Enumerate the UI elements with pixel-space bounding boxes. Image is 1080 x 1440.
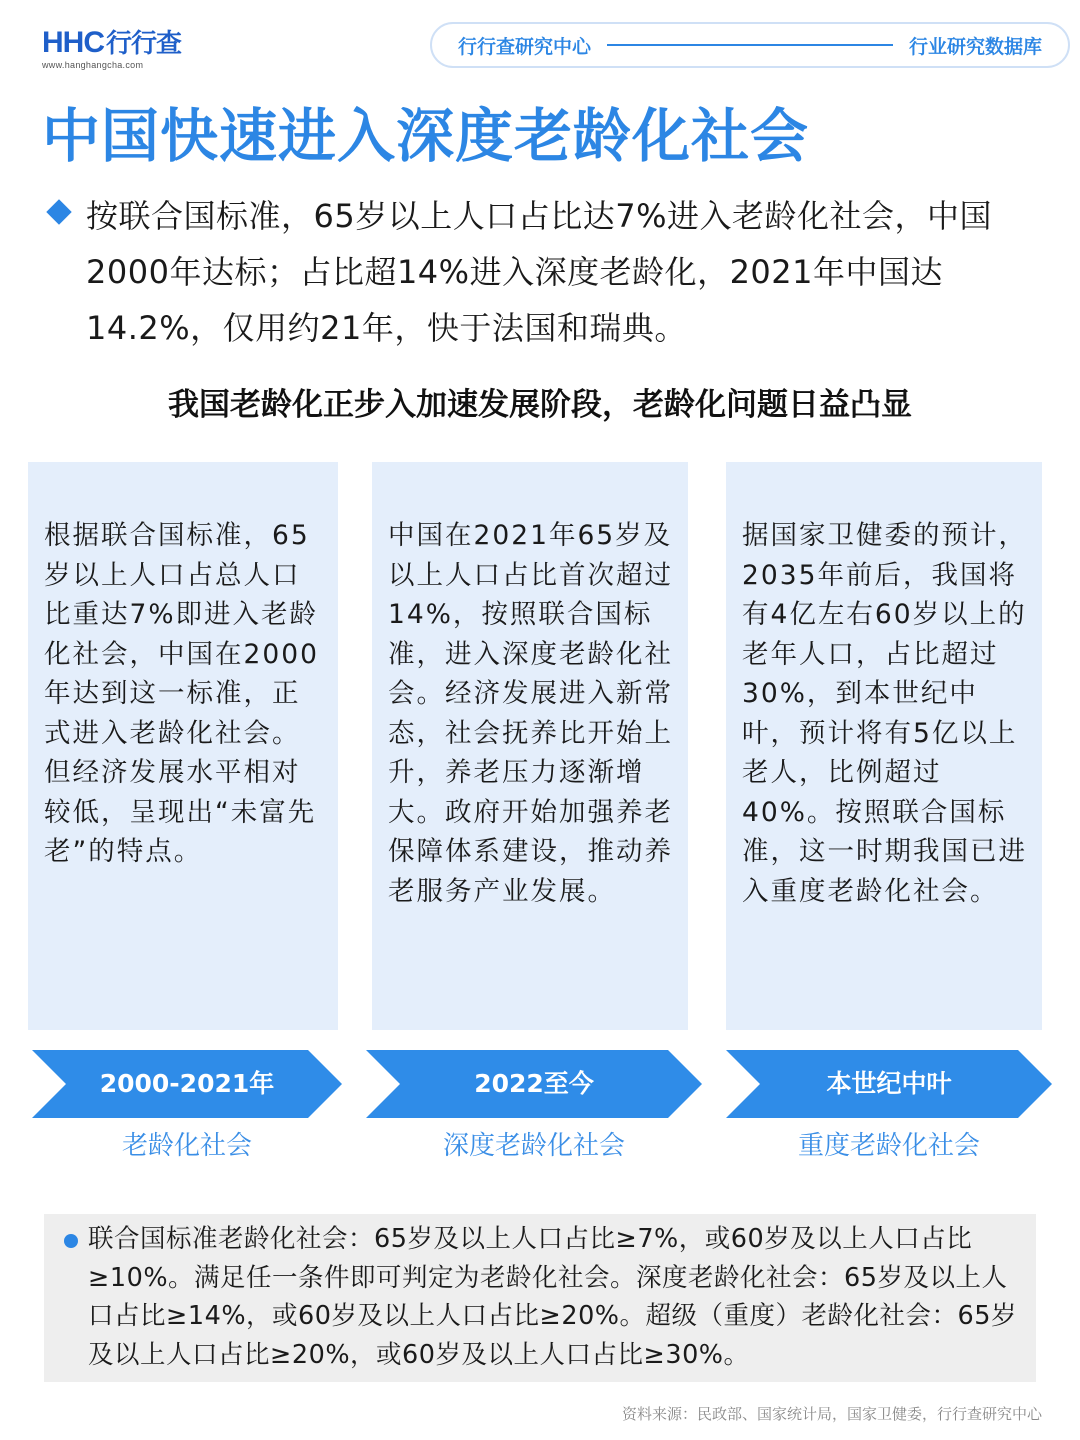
- intro-section: [42, 188, 1042, 356]
- brand-logo: [42, 26, 181, 70]
- timeline-period: 本世纪中叶: [826, 1069, 952, 1098]
- header-divider-line: [607, 44, 893, 46]
- logo-chinese-name: 行行查: [106, 28, 182, 58]
- stage-card-3: [726, 462, 1042, 1030]
- header-banner: [430, 22, 1070, 68]
- stage-card-text: 中国在2021年65岁及以上人口占比首次超过14%，按照联合国标准，进入深度老龄化社会。经济发展进入新常态，社会抚养比开始上升，养老压力逐渐增大。政府开始加强养老保障体系建设，推动养老服务产业发展。: [388, 520, 673, 907]
- stage-card-text: 据国家卫健委的预计，2035年前后，我国将有4亿左右60岁以上的老年人口，占比超过30%，到本世纪中叶，预计将有5亿以上老人，比例超过40%。按照联合国标准，这一时期我国已进入重度老龄化社会。: [742, 520, 1027, 907]
- timeline-stage-3: 重度老龄化社会: [797, 1131, 980, 1161]
- logo-url: www.hanghangcha.com: [42, 60, 144, 70]
- header-database: 行业研究数据库: [908, 35, 1042, 58]
- logo-mark-h2: H: [62, 26, 84, 59]
- timeline-stage-2: 深度老龄化社会: [442, 1131, 625, 1161]
- timeline-period: 2000-2021年: [99, 1069, 275, 1098]
- timeline-period: 2022至今: [474, 1069, 594, 1098]
- section-subtitle: 我国老龄化正步入加速发展阶段，老龄化问题日益凸显: [168, 387, 912, 423]
- page-title: 中国快速进入深度老龄化社会: [42, 102, 810, 170]
- definition-note: [44, 1214, 1036, 1382]
- timeline-arrow-2: [366, 1050, 702, 1118]
- diamond-bullet-icon: [46, 199, 71, 224]
- timeline-stage-1: 老龄化社会: [121, 1131, 252, 1161]
- intro-text: 按联合国标准，65岁以上人口占比达7%进入老龄化社会，中国2000年达标；占比超14%进入深度老龄化，2021年中国达14.2%，仅用约21年，快于法国和瑞典。: [86, 197, 992, 347]
- timeline-arrow-1: [32, 1050, 342, 1118]
- dot-bullet-icon: [64, 1234, 78, 1248]
- stage-card-text: 根据联合国标准，65岁以上人口占总人口比重达7%即进入老龄化社会，中国在2000年达到这一标准，正式进入老龄化社会。但经济发展水平相对较低，呈现出“未富先老”的特点。: [44, 520, 319, 867]
- stage-card-2: [372, 462, 688, 1030]
- stage-card-1: [28, 462, 338, 1030]
- source-citation: 资料来源：民政部、国家统计局，国家卫健委，行行查研究中心: [621, 1405, 1042, 1423]
- logo-mark-c: C: [83, 26, 105, 59]
- timeline-arrow-3: [726, 1050, 1052, 1118]
- logo-mark-h1: H: [42, 26, 63, 59]
- header-research-center: 行行查研究中心: [458, 35, 592, 58]
- definition-note-text: 联合国标准老龄化社会：65岁及以上人口占比≥7%，或60岁及以上人口占比≥10%。满足任一条件即可判定为老龄化社会。深度老龄化社会：65岁及以上人口占比≥14%，或60岁及以上人口占比≥20%。超级（重度）老龄化社会：65岁及以上人口占比≥20%，或60岁及以上人口占比≥30%。: [88, 1224, 1017, 1370]
